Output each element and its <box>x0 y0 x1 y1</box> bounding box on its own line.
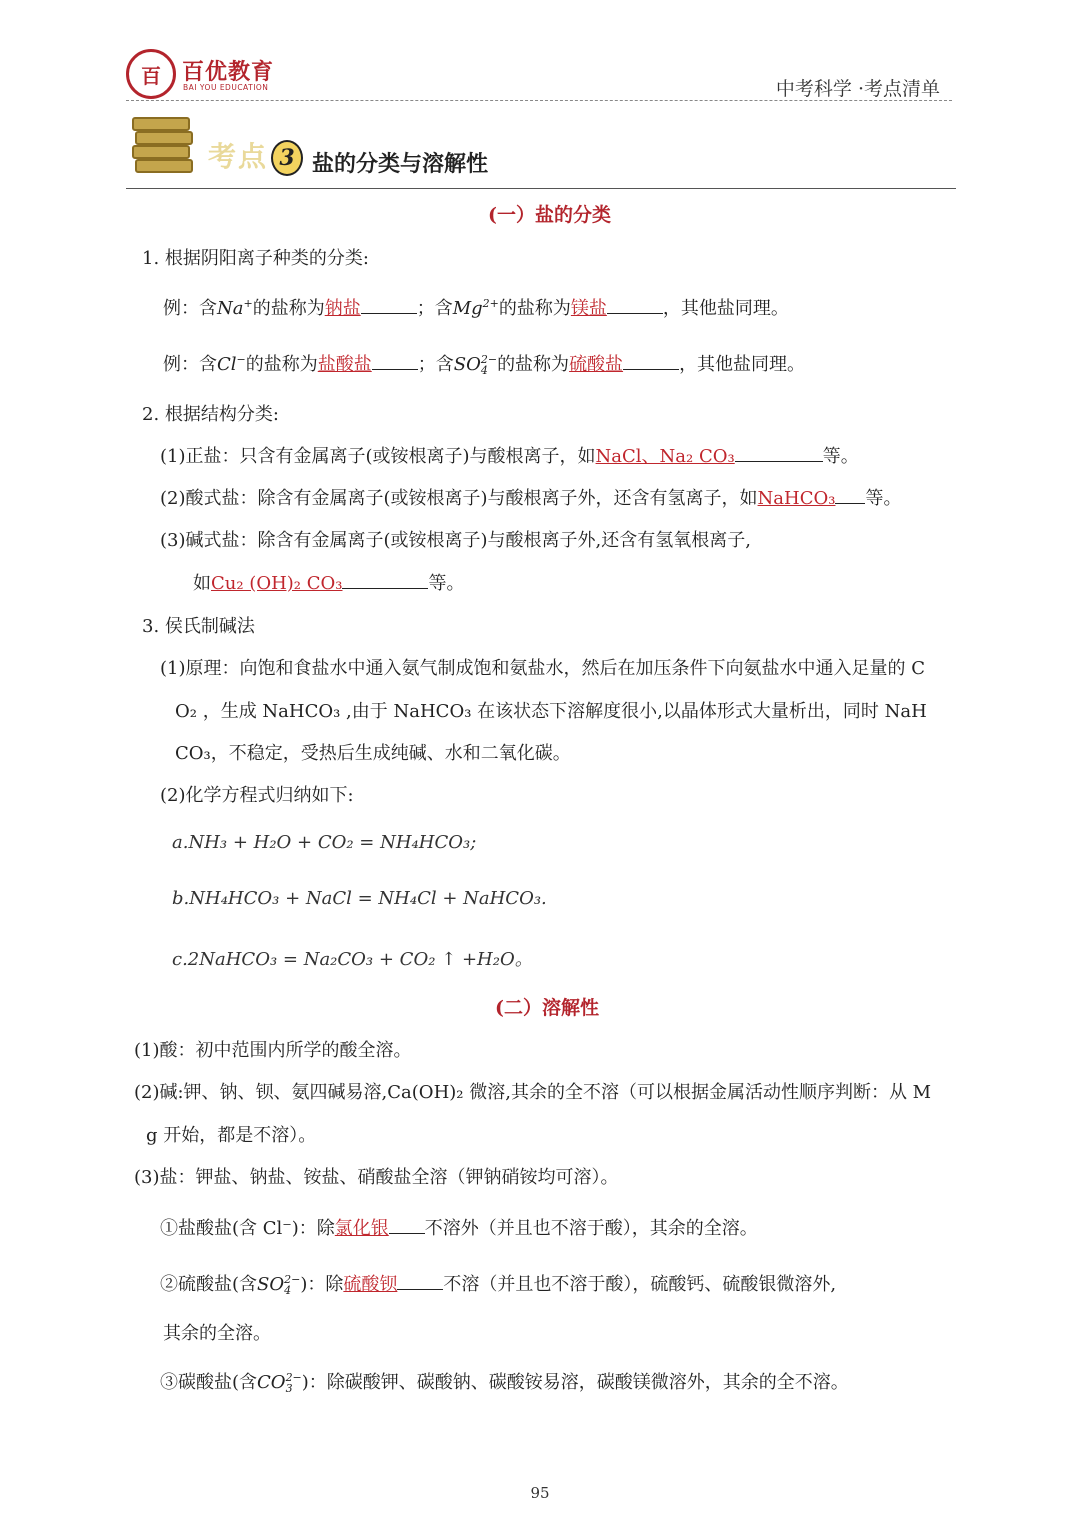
sulfate-rule-2: 其余的全溶。 <box>163 1323 271 1344</box>
section-label: 考点 <box>208 140 269 173</box>
header-divider <box>126 100 952 101</box>
basic-salt: (3)碱式盐：除含有金属离子(或铵根离子)与酸根离子外,还含有氢氧根离子, <box>160 530 751 551</box>
logo-subtext: BAI YOU EDUCATION <box>183 83 269 92</box>
principle-line-3: CO₃，不稳定，受热后生成纯碱、水和二氧化碳。 <box>175 743 571 764</box>
equations-intro: (2)化学方程式归纳如下: <box>160 785 354 806</box>
answer-basic-salt: Cu₂ (OH)₂ CO₃ <box>211 573 343 594</box>
solubility-base-1: (2)碱:钾、钠、钡、氨四碱易溶,Ca(OH)₂ 微溶,其余的全不溶（可以根据金属活动性顺序判断：从 M <box>134 1082 932 1103</box>
logo-text: 百优教育 <box>182 60 275 85</box>
item1-label: 1. 根据阴阳离子种类的分类: <box>142 248 369 269</box>
answer-magnesium-salt: 镁盐 <box>570 298 607 319</box>
equation-b: b.NH₄HCO₃ + NaCl = NH₄Cl + NaHCO₃. <box>172 888 547 909</box>
section-title: 盐的分类与溶解性 <box>312 151 489 177</box>
equation-a: a.NH₃ + H₂O + CO₂ = NH₄HCO₃; <box>172 832 477 853</box>
section-divider <box>126 188 956 189</box>
solubility-base-2: g 开始，都是不溶）。 <box>146 1125 317 1146</box>
answer-acid-salt: NaHCO₃ <box>757 488 836 509</box>
item2-label: 2. 根据结构分类: <box>142 404 279 425</box>
section-number: 3 <box>271 140 303 176</box>
answer-sulfate-salt: 硫酸盐 <box>569 354 624 375</box>
doc-title: 中考科学 ·考点清单 <box>775 78 940 100</box>
acid-salt: (2)酸式盐：除含有金属离子(或铵根离子)与酸根离子外，还含有氢离子，如NaHCO₃ 等。 <box>160 488 902 509</box>
answer-silver-chloride: 氯化银 <box>334 1218 389 1239</box>
answer-sodium-salt: 钠盐 <box>324 298 361 319</box>
equation-c: c.2NaHCO₃ = Na₂CO₃ + CO₂ ↑ +H₂O。 <box>172 949 533 970</box>
chloride-rule: ①盐酸盐(含 Cl⁻)：除氯化银 不溶外（并且也不溶于酸），其余的全溶。 <box>160 1218 758 1239</box>
answer-normal-salt: NaCl、Na₂ CO₃ <box>595 446 735 467</box>
carbonate-rule: ③碳酸盐(含CO 2− 3 )：除碳酸钾、碳酸钠、碳酸铵易溶，碳酸镁微溶外，其余的全不溶。 <box>160 1371 849 1395</box>
solubility-acid: (1)酸：初中范围内所学的酸全溶。 <box>134 1040 412 1061</box>
example-1: 例：含Na+的盐称为钠盐 ；含$Mg^{2+}$的盐称为镁盐 ，其他盐同理。 <box>163 297 789 319</box>
answer-barium-sulfate: 硫酸钡 <box>343 1274 398 1295</box>
section-banner <box>128 113 958 183</box>
logo-seal-icon: 百 <box>126 49 176 99</box>
normal-salt: (1)正盐：只含有金属离子(或铵根离子)与酸根离子，如NaCl、Na₂ CO₃ 等。 <box>160 446 859 467</box>
principle-line-1: (1)原理：向饱和食盐水中通入氨气制成饱和氨盐水，然后在加压条件下向氨盐水中通入足量的 C <box>160 658 925 679</box>
principle-line-2: O₂ ，生成 NaHCO₃ ,由于 NaHCO₃ 在该状态下溶解度很小,以晶体形式大量析出，同时 NaH <box>175 701 927 722</box>
sulfate-rule: ②硫酸盐(含SO 2− 4 )：除硫酸钡 不溶（并且也不溶于酸），硫酸钙、硫酸银微溶外, <box>160 1273 837 1297</box>
answer-chloride-salt: 盐酸盐 <box>317 354 372 375</box>
books-icon <box>132 117 194 175</box>
solubility-salt: (3)盐：钾盐、钠盐、铵盐、硝酸盐全溶（钾钠硝铵均可溶）。 <box>134 1167 619 1188</box>
item3-label: 3. 侯氏制碱法 <box>142 616 255 637</box>
logo <box>126 45 286 115</box>
part2-heading: (二）溶解性 <box>495 997 599 1019</box>
example-2: 例：含Cl−的盐称为盐酸盐 ；含SO 2− 4 的盐称为硫酸盐 ，其他盐同理。 <box>163 353 806 377</box>
part1-heading: (一）盐的分类 <box>488 204 611 226</box>
basic-salt-example: 如Cu₂ (OH)₂ CO₃ 等。 <box>193 573 465 594</box>
page-number: 95 <box>530 1484 550 1502</box>
